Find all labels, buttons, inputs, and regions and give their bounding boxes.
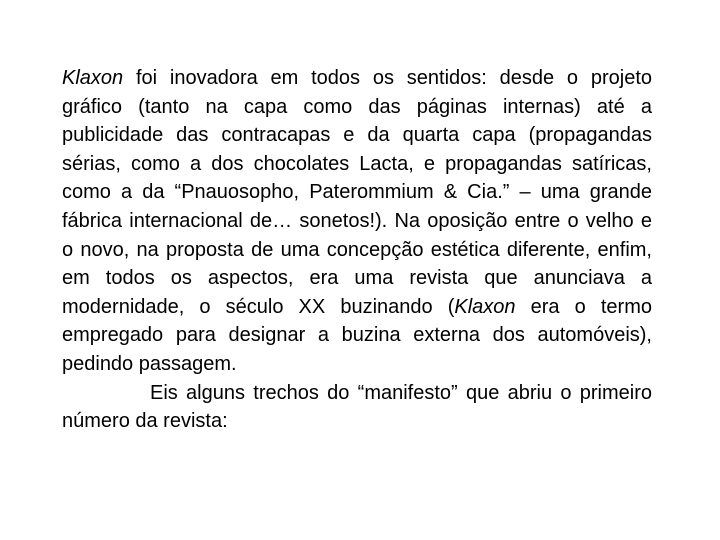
magazine-title: Klaxon [62,67,124,89]
paragraph-text: foi inovadora em todos os sentidos: desde o projeto gráfico (tanto na capa como das páginas internas) até a publicidade das contracapas e da quarta capa (propagandas sérias, como a dos chocolates Lacta, e propagandas satíricas, como a da “Pnauosopho, Paterommium & Cia.” – uma grande fábrica internacional de… sonetos!). Na oposição entre o velho e o novo, na proposta de uma concepção estética diferente, enfim, em todos os aspectos, era uma revista que anunciava a modernidade, o século XX buzinando ( [62,67,652,318]
body-text [62,64,652,436]
paragraph-text-continued: era o termo empregado para designar a buzina externa dos automóveis), pedindo passagem. [62,295,652,375]
magazine-title-inline: Klaxon [454,295,516,318]
paragraph-klaxon-description [62,64,652,379]
paragraph-manifesto-intro: Eis alguns trechos do “manifesto” que abriu o primeiro número da revista: [62,381,652,433]
